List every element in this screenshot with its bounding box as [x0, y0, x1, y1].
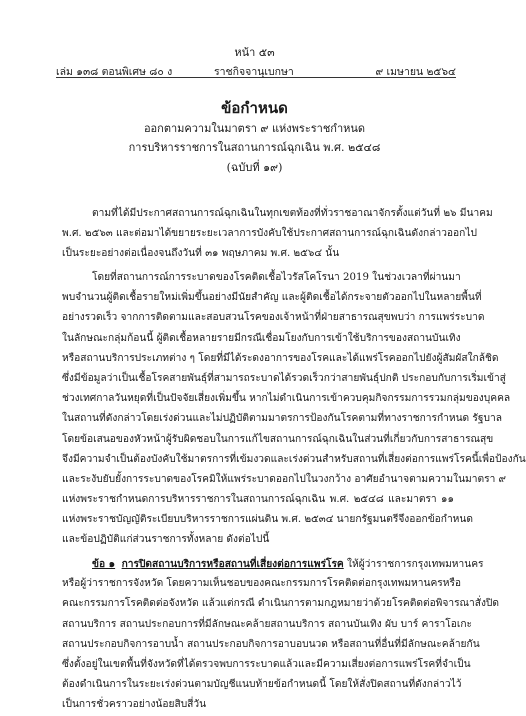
subtitle-line: การบริหารราชการในสถานการณ์ฉุกเฉิน พ.ศ. ๒๕๔๘	[128, 141, 381, 154]
text-line: หรือสถานบริการประเภทต่าง ๆ โดยที่มีได้ระดงอาการของโรคและได้แพร่โรคออกไปยังผู้สัมผัสใกล้ชิด	[62, 352, 499, 364]
gazette-name: ราชกิจจานุเบกษา	[214, 66, 294, 78]
text-line: ช่วงเทศกาลวันหยุดที่เป็นปัจจัยเสี่ยงเพิ่มขึ้น หากไม่ดำเนินการเข้าควบคุมกิจกรรมการรวมกลุ่มของบุคคล	[62, 393, 511, 405]
header-rule	[56, 77, 456, 78]
text-line: ซึ่งมีข้อมูลว่าเป็นเชื้อโรคสายพันธุ์ที่สามารถระบาดได้รวดเร็วกว่าสายพันธุ์ปกติ ประกอบกับการเริ่มเข้าสู่	[62, 372, 506, 384]
document-title: ข้อกำหนด	[221, 99, 288, 117]
text-line: คณะกรรมการโรคติดต่อจังหวัด แล้วแต่กรณี ดำเนินการตามกฎหมายว่าด้วยโรคติดต่อพิจารณาสั่งปิด	[62, 598, 500, 610]
text-line: พ.ศ. ๒๕๖๓ และต่อมาได้ขยายระยะเวลาการบังคับใช้ประกาศสถานการณ์ฉุกเฉินดังกล่าวออกไป	[62, 228, 477, 240]
subtitle-line: ออกตามความในมาตรา ๙ แห่งพระราชกำหนด	[143, 122, 366, 135]
text-line: สถานบริการ สถานประกอบการที่มีลักษณะคล้ายสถานบริการ สถานบันเทิง ผับ บาร์ คาราโอเกะ	[62, 618, 472, 630]
text-line: พบจำนวนผู้ติดเชื้อรายใหม่เพิ่มขึ้นอย่างมีนัยสำคัญ และผู้ติดเชื้อได้กระจายตัวออกไปในหลายพื้นที่	[62, 292, 482, 304]
clause-text: ให้ผู้ว่าราชการกรุงเทพมหานคร	[347, 559, 484, 570]
text-line: จึงมีความจำเป็นต้องบังคับใช้มาตรการที่เข้มงวดและเร่งด่วนสำหรับสถานที่เสี่ยงต่อการแพร่โรคนี้เพื่อป้องกัน	[62, 453, 526, 465]
clause-first-line	[62, 554, 484, 574]
text-line: หรือผู้ว่าราชการจังหวัด โดยความเห็นชอบของคณะกรรมการโรคติดต่อกรุงเทพมหานครหรือ	[62, 578, 462, 590]
text-line: และข้อปฏิบัติแก่ส่วนราชการทั้งหลาย ดังต่อไปนี้	[62, 534, 270, 546]
text-line: แห่งพระราชกำหนดการบริหารราชการในสถานการณ์ฉุกเฉิน พ.ศ. ๒๕๔๘ และมาตรา ๑๑	[62, 494, 454, 506]
text-line: แห่งพระราชบัญญัติระเบียบบริหารราชการแผ่นดิน พ.ศ. ๒๕๓๔ นายกรัฐมนตรีจึงออกข้อกำหนด	[62, 514, 473, 526]
text-line: ตามที่ได้มีประกาศสถานการณ์ฉุกเฉินในทุกเขตท้องที่ทั่วราชอาณาจักรตั้งแต่วันที่ ๒๖ มีนาคม	[92, 208, 493, 219]
text-line: และระงับยับยั้งการระบาดของโรคมิให้แพร่ระบาดออกไปในวงกว้าง อาศัยอำนาจตามความในมาตรา ๙	[62, 473, 506, 485]
clause-1	[62, 554, 500, 716]
subtitle-issue: (ฉบับที่ ๑๙)	[226, 161, 283, 174]
text-line: ในลักษณะกลุ่มก้อนนี้ ผู้ติดเชื้อหลายรายมีกรณีเชื่อมโยงกับการเข้าใช้บริการของสถานบันเทิง	[62, 332, 461, 344]
page-number: หน้า ๕๓	[234, 46, 275, 59]
text-line: เป็นระยะอย่างต่อเนื่องจนถึงวันที่ ๓๑ พฤษภาคม พ.ศ. ๒๕๖๔ นั้น	[62, 248, 340, 260]
text-line: เป็นการชั่วคราวอย่างน้อยสิบสี่วัน	[62, 699, 207, 711]
preamble-paragraph	[62, 204, 493, 265]
clause-heading: การปิดสถานบริการหรือสถานที่เสี่ยงต่อการแพร่โรค	[121, 558, 344, 570]
text-line: โดยที่สถานการณ์การระบาดของโรคติดเชื้อไวรัสโคโรนา 2019 ในช่วงเวลาที่ผ่านมา	[92, 272, 461, 283]
reason-paragraph	[62, 268, 526, 551]
clause-number: ข้อ ๑	[92, 558, 116, 570]
text-line: ต้องดำเนินการในระยะเร่งด่วนตามบัญชีแนบท้ายข้อกำหนดนี้ โดยให้สั่งปิดสถานที่ดังกล่าวไว้	[62, 679, 462, 691]
text-line: โดยข้อเสนอของหัวหน้าผู้รับผิดชอบในการแก้ไขสถานการณ์ฉุกเฉินในส่วนที่เกี่ยวกับการสาธารณสุข	[62, 433, 494, 445]
text-line: สถานประกอบกิจการอาบน้ำ สถานประกอบกิจการอาบอบนวด หรือสถานที่อื่นที่มีลักษณะคล้ายกัน	[62, 638, 480, 650]
text-line: อย่างรวดเร็ว จากการติดตามและสอบสวนโรคของเจ้าหน้าที่ฝ่ายสาธารณสุขพบว่า การแพร่ระบาด	[62, 312, 485, 324]
text-line: ในสถานที่ดังกล่าวโดยเร่งด่วนและไม่ปฏิบัติตามมาตรการป้องกันโรคตามที่ทางราชการกำหนด รัฐบาล	[62, 413, 502, 425]
publish-date: ๙ เมษายน ๒๕๖๔	[375, 66, 456, 78]
volume-issue: เล่ม ๑๓๘ ตอนพิเศษ ๘๐ ง	[56, 66, 173, 78]
text-line: ซึ่งตั้งอยู่ในเขตพื้นที่จังหวัดที่ได้ตรวจพบการระบาดแล้วและมีความเสี่ยงต่อการแพร่โรคที่จำเป็น	[62, 658, 471, 670]
